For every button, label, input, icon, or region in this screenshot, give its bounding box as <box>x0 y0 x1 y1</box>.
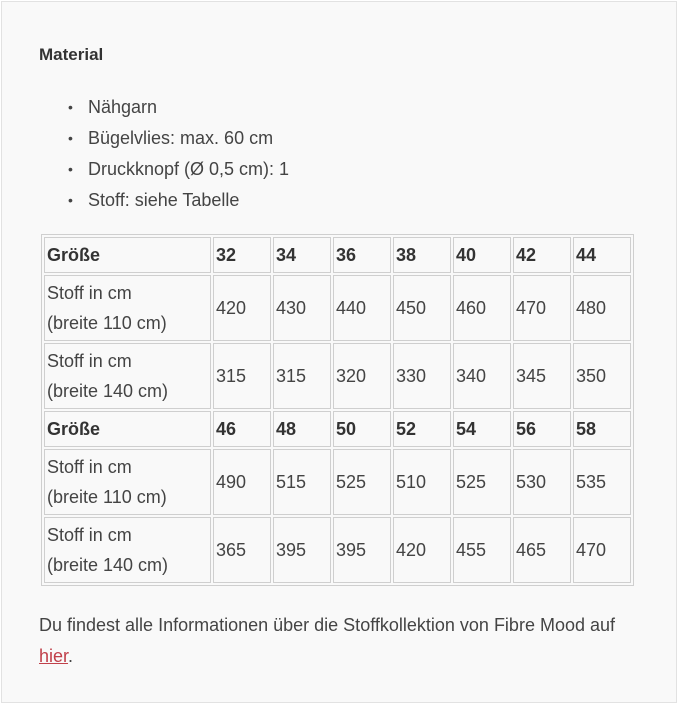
value-cell: 525 <box>333 449 391 515</box>
size-cell: 44 <box>573 237 631 273</box>
value-cell: 440 <box>333 275 391 341</box>
footer-text-after: . <box>68 646 74 666</box>
value-cell: 395 <box>333 517 391 583</box>
size-cell: 46 <box>213 411 271 447</box>
list-item-text: Stoff: siehe Tabelle <box>88 190 240 210</box>
table-row <box>44 449 631 515</box>
size-header-label: Größe <box>44 411 211 447</box>
value-cell: 395 <box>273 517 331 583</box>
footer-text <box>39 610 639 672</box>
row-label-line1: Stoff in cm <box>47 525 132 545</box>
table-row <box>44 517 631 583</box>
value-cell: 525 <box>453 449 511 515</box>
value-cell: 320 <box>333 343 391 409</box>
row-label <box>44 343 211 409</box>
size-cell: 58 <box>573 411 631 447</box>
value-cell: 420 <box>393 517 451 583</box>
row-label-line1: Stoff in cm <box>47 283 132 303</box>
value-cell: 470 <box>573 517 631 583</box>
row-label <box>44 449 211 515</box>
list-item-text: Nähgarn <box>88 97 158 117</box>
value-cell: 430 <box>273 275 331 341</box>
value-cell: 340 <box>453 343 511 409</box>
value-cell: 365 <box>213 517 271 583</box>
size-cell: 52 <box>393 411 451 447</box>
list-item <box>68 123 289 154</box>
material-list <box>68 92 289 216</box>
row-label-line1: Stoff in cm <box>47 351 132 371</box>
value-cell: 345 <box>513 343 571 409</box>
list-item <box>68 92 289 123</box>
value-cell: 510 <box>393 449 451 515</box>
fibre-mood-link[interactable]: hier <box>39 646 69 666</box>
row-label-line2: (breite 110 cm) <box>47 313 167 333</box>
value-cell: 420 <box>213 275 271 341</box>
size-cell: 42 <box>513 237 571 273</box>
row-label-line2: (breite 140 cm) <box>47 555 169 575</box>
size-cell: 36 <box>333 237 391 273</box>
list-item-text: Bügelvlies: max. 60 cm <box>88 128 274 148</box>
size-cell: 40 <box>453 237 511 273</box>
value-cell: 490 <box>213 449 271 515</box>
bullet-icon: • <box>68 99 73 115</box>
row-label-line2: (breite 140 cm) <box>47 381 169 401</box>
list-item-text: Druckknopf (Ø 0,5 cm): 1 <box>88 159 290 179</box>
table-row <box>44 343 631 409</box>
row-label-line2: (breite 110 cm) <box>47 487 167 507</box>
content-panel <box>1 1 677 703</box>
size-cell: 56 <box>513 411 571 447</box>
value-cell: 350 <box>573 343 631 409</box>
table-header-row <box>44 237 631 273</box>
value-cell: 515 <box>273 449 331 515</box>
footer-text-before: Du findest alle Informationen über die Stoffkollektion von Fibre Mood auf <box>39 615 615 635</box>
list-item <box>68 154 289 185</box>
bullet-icon: • <box>68 130 73 146</box>
size-header-label: Größe <box>44 237 211 273</box>
value-cell: 315 <box>273 343 331 409</box>
value-cell: 460 <box>453 275 511 341</box>
size-cell: 54 <box>453 411 511 447</box>
size-cell: 34 <box>273 237 331 273</box>
bullet-icon: • <box>68 192 73 208</box>
value-cell: 330 <box>393 343 451 409</box>
table-row <box>44 275 631 341</box>
value-cell: 470 <box>513 275 571 341</box>
value-cell: 450 <box>393 275 451 341</box>
value-cell: 480 <box>573 275 631 341</box>
row-label <box>44 517 211 583</box>
bullet-icon: • <box>68 161 73 177</box>
material-heading: Material <box>39 45 104 64</box>
fabric-size-table <box>41 234 634 586</box>
size-cell: 38 <box>393 237 451 273</box>
value-cell: 455 <box>453 517 511 583</box>
row-label <box>44 275 211 341</box>
table-header-row <box>44 411 631 447</box>
size-cell: 50 <box>333 411 391 447</box>
list-item <box>68 185 289 216</box>
row-label-line1: Stoff in cm <box>47 457 132 477</box>
size-cell: 32 <box>213 237 271 273</box>
value-cell: 535 <box>573 449 631 515</box>
size-cell: 48 <box>273 411 331 447</box>
value-cell: 530 <box>513 449 571 515</box>
value-cell: 465 <box>513 517 571 583</box>
value-cell: 315 <box>213 343 271 409</box>
